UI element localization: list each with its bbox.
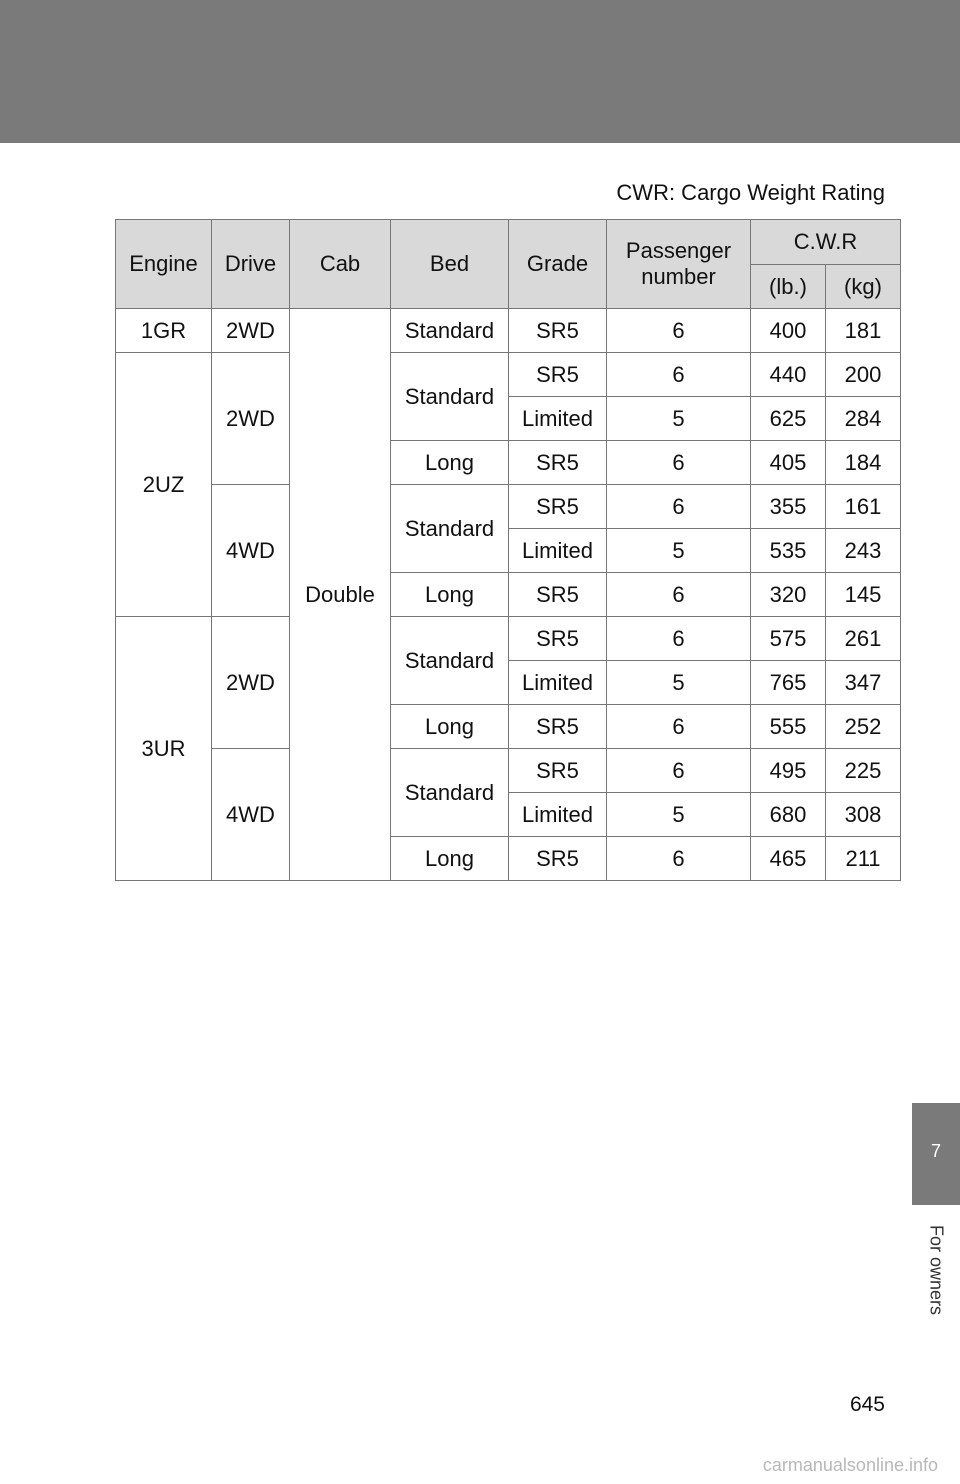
cell-grade: SR5 xyxy=(509,353,607,397)
cell-lb: 355 xyxy=(751,485,826,529)
cell-lb: 535 xyxy=(751,529,826,573)
header-drive: Drive xyxy=(212,220,290,309)
cell-grade: Limited xyxy=(509,793,607,837)
cell-passengers: 6 xyxy=(607,441,751,485)
cell-passengers: 6 xyxy=(607,309,751,353)
cell-passengers: 5 xyxy=(607,661,751,705)
chapter-number: 7 xyxy=(930,1141,941,1161)
cell-grade: SR5 xyxy=(509,617,607,661)
cell-lb: 680 xyxy=(751,793,826,837)
cell-grade: Limited xyxy=(509,397,607,441)
cell-passengers: 6 xyxy=(607,353,751,397)
header-kg: (kg) xyxy=(826,265,901,309)
cell-kg: 145 xyxy=(826,573,901,617)
cell-grade: SR5 xyxy=(509,837,607,881)
cell-bed-long: Long xyxy=(391,837,509,881)
cell-drive-2wd: 2WD xyxy=(212,617,290,749)
cell-grade: SR5 xyxy=(509,573,607,617)
cell-bed-standard: Standard xyxy=(391,353,509,441)
cell-kg: 211 xyxy=(826,837,901,881)
table-row xyxy=(116,617,901,661)
cell-bed-long: Long xyxy=(391,573,509,617)
cell-drive-2wd: 2WD xyxy=(212,353,290,485)
cell-drive-2wd: 2WD xyxy=(212,309,290,353)
cell-grade: SR5 xyxy=(509,309,607,353)
cell-lb: 495 xyxy=(751,749,826,793)
chapter-label: For owners xyxy=(926,1224,947,1316)
cell-kg: 184 xyxy=(826,441,901,485)
cell-kg: 181 xyxy=(826,309,901,353)
cell-lb: 625 xyxy=(751,397,826,441)
cell-grade: SR5 xyxy=(509,485,607,529)
cell-kg: 225 xyxy=(826,749,901,793)
header-cwr: C.W.R xyxy=(751,220,901,265)
cell-drive-4wd: 4WD xyxy=(212,485,290,617)
cell-grade: SR5 xyxy=(509,441,607,485)
cell-lb: 765 xyxy=(751,661,826,705)
cell-lb: 575 xyxy=(751,617,826,661)
cargo-weight-table xyxy=(115,219,901,881)
legend-note: CWR: Cargo Weight Rating xyxy=(616,180,885,205)
cell-engine-1gr: 1GR xyxy=(116,309,212,353)
cell-grade: SR5 xyxy=(509,749,607,793)
header-passenger-line2: number xyxy=(641,264,716,289)
cell-lb: 440 xyxy=(751,353,826,397)
header-passenger-line1: Passenger xyxy=(625,238,732,263)
cell-kg: 200 xyxy=(826,353,901,397)
cell-bed-standard: Standard xyxy=(391,309,509,353)
header-engine: Engine xyxy=(116,220,212,309)
header-passenger-number xyxy=(607,220,751,309)
cell-kg: 252 xyxy=(826,705,901,749)
cell-kg: 347 xyxy=(826,661,901,705)
cell-kg: 284 xyxy=(826,397,901,441)
cell-lb: 400 xyxy=(751,309,826,353)
header-band xyxy=(0,0,960,143)
cell-passengers: 5 xyxy=(607,793,751,837)
cell-passengers: 6 xyxy=(607,485,751,529)
cell-grade: Limited xyxy=(509,529,607,573)
cell-bed-long: Long xyxy=(391,441,509,485)
cell-engine-2uz: 2UZ xyxy=(116,353,212,617)
cell-passengers: 6 xyxy=(607,573,751,617)
cell-kg: 243 xyxy=(826,529,901,573)
cell-drive-4wd: 4WD xyxy=(212,749,290,881)
cell-bed-standard: Standard xyxy=(391,485,509,573)
header-lb: (lb.) xyxy=(751,265,826,309)
cell-lb: 555 xyxy=(751,705,826,749)
cell-lb: 405 xyxy=(751,441,826,485)
cell-bed-standard: Standard xyxy=(391,749,509,837)
cell-kg: 308 xyxy=(826,793,901,837)
cell-engine-3ur: 3UR xyxy=(116,617,212,881)
table-row xyxy=(116,309,901,353)
cell-lb: 465 xyxy=(751,837,826,881)
cell-kg: 161 xyxy=(826,485,901,529)
cell-bed-long: Long xyxy=(391,705,509,749)
cell-passengers: 6 xyxy=(607,705,751,749)
page-number: 645 xyxy=(849,1393,885,1416)
cell-passengers: 6 xyxy=(607,749,751,793)
chapter-tab xyxy=(912,1103,960,1205)
header-bed: Bed xyxy=(391,220,509,309)
cell-lb: 320 xyxy=(751,573,826,617)
cell-passengers: 6 xyxy=(607,837,751,881)
cell-grade: Limited xyxy=(509,661,607,705)
cell-bed-standard: Standard xyxy=(391,617,509,705)
cell-kg: 261 xyxy=(826,617,901,661)
cell-cab-double: Double xyxy=(290,309,391,881)
cell-passengers: 5 xyxy=(607,529,751,573)
table-row xyxy=(116,485,901,529)
table-row xyxy=(116,749,901,793)
header-cab: Cab xyxy=(290,220,391,309)
cell-passengers: 5 xyxy=(607,397,751,441)
table-row xyxy=(116,353,901,397)
cell-grade: SR5 xyxy=(509,705,607,749)
cell-passengers: 6 xyxy=(607,617,751,661)
header-grade: Grade xyxy=(509,220,607,309)
watermark: carmanualsonline.info xyxy=(762,1455,938,1475)
